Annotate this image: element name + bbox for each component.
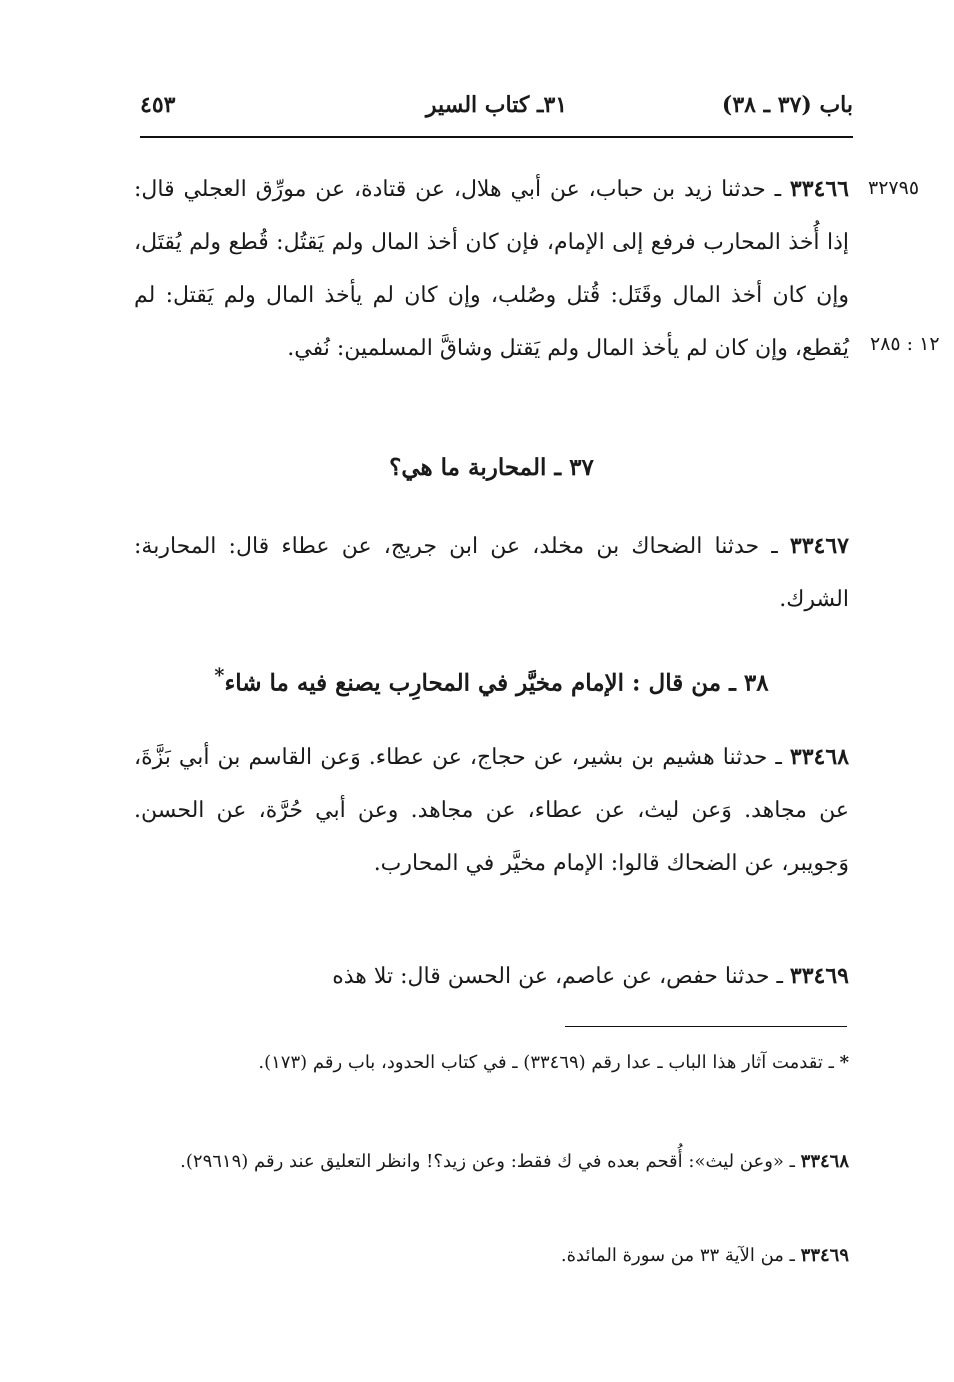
- margin-reference: ٣٢٧٩٥: [868, 177, 920, 199]
- entry-number: ٣٣٤٦٧: [789, 533, 849, 559]
- book-title: ٣١ـ كتاب السير: [425, 92, 568, 118]
- entry-number: ٣٣٤٦٦: [789, 176, 849, 202]
- entry-number: ٣٣٤٦٨: [789, 744, 850, 770]
- footnote-text: ـ من الآية ٣٣ من سورة المائدة.: [560, 1245, 795, 1266]
- footnote-text: ـ «وعن ليث»: أُقحم بعده في ك فقط: وعن زيد؟! وانظر التعليق عند رقم (٢٩٦١٩).: [180, 1151, 795, 1172]
- footnote: [134, 1232, 849, 1279]
- footnote-rule: [565, 1026, 847, 1027]
- section-title: [134, 664, 849, 697]
- entry-text: ـ حدثنا زيد بن حباب، عن أبي هلال، عن قتادة، عن مورِّق العجلي قال: إذا أُخذ المحارب فرفع إلى الإمام، فإن كان أخذ المال ولم يَقتُل: قُطع ولم يُقتَل، وإن كان أخذ المال وقَتَل: قُتل وصُلب، وإن كان لم يأخذ المال ولم يَقتل: لم يُقطع، وإن كان لم يأخذ المال ولم يَقتل وشاقَّ المسلمين: نُفي.: [134, 177, 849, 361]
- entry-text: ـ حدثنا الضحاك بن مخلد، عن ابن جريج، عن عطاء قال: المحاربة: الشرك.: [134, 534, 849, 612]
- header-rule: [140, 136, 853, 138]
- entry-paragraph: [134, 520, 849, 626]
- chapter-range: باب (٣٧ ـ ٣٨): [721, 92, 853, 118]
- entry-paragraph: [134, 950, 849, 1003]
- entry-paragraph: [134, 163, 849, 375]
- footnote: [134, 1039, 849, 1086]
- entry-text: ـ حدثنا هشيم بن بشير، عن حجاج، عن عطاء. وَعن القاسم بن أبي بَزَّةَ، عن مجاهد. وَعن ليث، عن عطاء، عن مجاهد. وعن أبي حُرَّة، عن الحسن. وَجويبر، عن الضحاك قالوا: الإمام مخيَّر في المحارب.: [134, 745, 849, 876]
- page-number: ٤٥٣: [140, 92, 176, 118]
- section-note-mark: *: [214, 664, 225, 687]
- footnote-marker: ٣٣٤٦٩: [800, 1245, 849, 1266]
- footnote-text: ـ تقدمت آثار هذا الباب ـ عدا رقم (٣٣٤٦٩) ـ في كتاب الحدود، باب رقم (١٧٣).: [258, 1052, 834, 1073]
- section-title-text: ٣٨ ـ من قال : الإمام مخيَّر في المحارِب يصنع فيه ما شاء: [224, 669, 769, 697]
- footnote: [134, 1138, 849, 1185]
- footnote-marker: *: [839, 1052, 849, 1073]
- entry-number: ٣٣٤٦٩: [789, 963, 849, 989]
- running-header: [140, 92, 853, 132]
- section-title-text: ٣٧ ـ المحاربة ما هي؟: [389, 454, 594, 481]
- entry-text: ـ حدثنا حفص، عن عاصم، عن الحسن قال: تلا هذه: [332, 964, 783, 989]
- footnote-marker: ٣٣٤٦٨: [800, 1151, 849, 1172]
- section-title: [134, 454, 849, 481]
- entry-paragraph: [134, 731, 849, 890]
- margin-reference: ١٢ : ٢٨٥: [870, 333, 940, 355]
